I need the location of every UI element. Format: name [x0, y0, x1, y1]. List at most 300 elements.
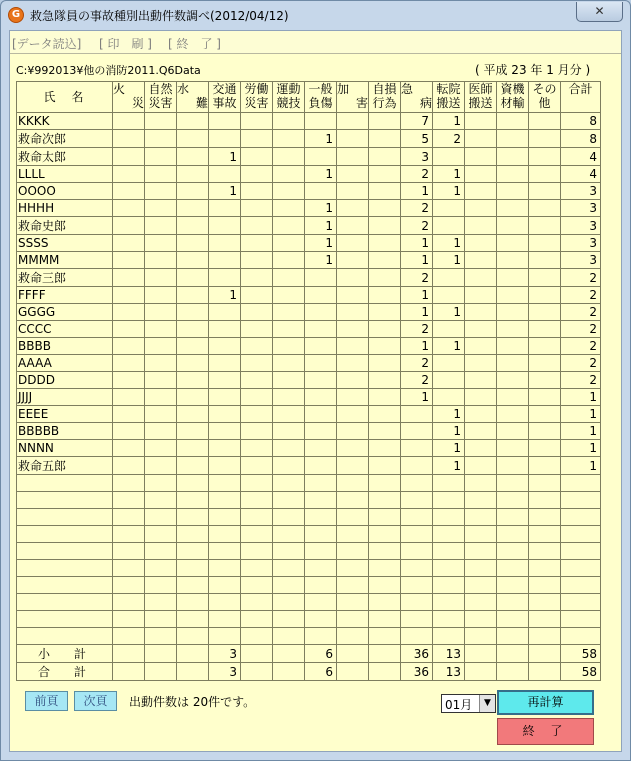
cell-count: [337, 166, 369, 183]
cell-count: [337, 287, 369, 304]
cell-count: [337, 321, 369, 338]
cell-count: [369, 594, 401, 611]
cell-count: [497, 560, 529, 577]
cell-count: [497, 577, 529, 594]
cell-count: 3: [401, 148, 433, 166]
cell-count: 1: [401, 183, 433, 200]
cell-count: 1: [209, 287, 241, 304]
cell-count: [145, 560, 177, 577]
cell-count: [465, 526, 497, 543]
cell-count: [145, 321, 177, 338]
cell-count: [337, 235, 369, 252]
column-header: [145, 82, 177, 113]
cell-count: [273, 389, 305, 406]
cell-count: [497, 217, 529, 235]
month-select[interactable]: [441, 694, 496, 713]
cell-count: [305, 475, 337, 492]
cell-count: [529, 457, 561, 475]
cell-count: [465, 594, 497, 611]
cell-count: [465, 663, 497, 681]
cell-count: 1: [561, 406, 601, 423]
cell-count: [145, 440, 177, 457]
data-path-label: C:¥992013¥他の消防2011.Q6Data: [16, 64, 201, 77]
cell-count: [273, 560, 305, 577]
column-header: [561, 82, 601, 113]
cell-count: [177, 217, 209, 235]
cell-count: [305, 594, 337, 611]
cell-count: 1: [401, 252, 433, 269]
cell-count: 5: [401, 130, 433, 148]
cell-count: [241, 372, 273, 389]
end-button[interactable]: 終 了: [497, 718, 594, 745]
cell-count: [177, 492, 209, 509]
close-icon: ✕: [594, 4, 605, 18]
cell-count: [177, 475, 209, 492]
cell-count: [209, 594, 241, 611]
column-header-label: 自然: [148, 82, 173, 96]
cell-count: 2: [401, 321, 433, 338]
cell-count: [273, 526, 305, 543]
cell-count: 3: [209, 663, 241, 681]
cell-count: [369, 543, 401, 560]
cell-count: 13: [433, 663, 465, 681]
cell-count: [241, 113, 273, 130]
cell-count: [209, 252, 241, 269]
cell-count: [177, 130, 209, 148]
cell-count: [113, 235, 145, 252]
table-row: [17, 113, 601, 130]
cell-name: [17, 560, 113, 577]
cell-count: 1: [433, 304, 465, 321]
cell-count: [369, 338, 401, 355]
menu-print[interactable]: [ 印 刷 ]: [99, 37, 152, 51]
column-header-label: 行為: [372, 96, 397, 110]
cell-count: [177, 509, 209, 526]
table-row: [17, 235, 601, 252]
cell-count: [369, 183, 401, 200]
cell-count: [145, 235, 177, 252]
column-header-label: 競技: [276, 96, 301, 110]
cell-count: [497, 372, 529, 389]
cell-count: [113, 406, 145, 423]
cell-count: [337, 355, 369, 372]
table-row: [17, 492, 601, 509]
cell-count: 1: [433, 235, 465, 252]
column-header: [433, 82, 465, 113]
cell-count: [529, 594, 561, 611]
cell-count: 1: [433, 183, 465, 200]
cell-count: [433, 577, 465, 594]
cell-count: [305, 526, 337, 543]
cell-count: 3: [561, 252, 601, 269]
cell-count: [401, 526, 433, 543]
cell-count: [113, 577, 145, 594]
cell-count: [369, 560, 401, 577]
cell-count: [273, 440, 305, 457]
table-row: [17, 355, 601, 372]
cell-count: [241, 338, 273, 355]
cell-count: [177, 148, 209, 166]
cell-count: [113, 663, 145, 681]
cell-count: [497, 594, 529, 611]
cell-count: [561, 628, 601, 645]
table-row: [17, 577, 601, 594]
cell-count: [337, 475, 369, 492]
cell-count: [305, 577, 337, 594]
cell-count: [401, 423, 433, 440]
cell-count: [177, 183, 209, 200]
cell-name: 救命三郎: [17, 269, 113, 287]
cell-count: [497, 287, 529, 304]
column-header: [497, 82, 529, 113]
cell-name: [17, 543, 113, 560]
cell-count: [433, 526, 465, 543]
cell-count: [209, 628, 241, 645]
cell-count: [177, 113, 209, 130]
cell-count: 1: [433, 423, 465, 440]
cell-count: [337, 577, 369, 594]
cell-count: [401, 475, 433, 492]
cell-count: 3: [209, 645, 241, 663]
cell-count: [529, 130, 561, 148]
cell-count: 13: [433, 645, 465, 663]
cell-count: [337, 509, 369, 526]
cell-count: [113, 509, 145, 526]
column-header-label: 災: [131, 96, 144, 110]
cell-count: [497, 166, 529, 183]
cell-count: [209, 304, 241, 321]
column-header-label: 他: [538, 96, 551, 110]
column-header-label: 労働: [244, 82, 269, 96]
cell-count: [305, 269, 337, 287]
cell-count: [145, 492, 177, 509]
cell-count: [273, 130, 305, 148]
cell-count: [145, 130, 177, 148]
cell-name: EEEE: [17, 406, 113, 423]
cell-count: [497, 663, 529, 681]
cell-count: [497, 113, 529, 130]
column-header-label: 合計: [568, 82, 593, 96]
cell-count: [177, 287, 209, 304]
cell-count: [145, 372, 177, 389]
table-row: [17, 148, 601, 166]
cell-count: [209, 113, 241, 130]
cell-count: [497, 406, 529, 423]
cell-name: [17, 492, 113, 509]
cell-count: [497, 526, 529, 543]
next-page-button[interactable]: 次頁: [74, 691, 117, 711]
column-header: [305, 82, 337, 113]
cell-count: [497, 355, 529, 372]
cell-name: 小 計: [17, 645, 113, 663]
cell-name: OOOO: [17, 183, 113, 200]
cell-count: 2: [401, 166, 433, 183]
cell-count: [177, 645, 209, 663]
table-row: [17, 304, 601, 321]
cell-name: 救命次郎: [17, 130, 113, 148]
cell-count: [273, 166, 305, 183]
cell-count: [401, 628, 433, 645]
cell-count: 2: [401, 269, 433, 287]
cell-count: [241, 611, 273, 628]
cell-name: AAAA: [17, 355, 113, 372]
cell-count: [529, 543, 561, 560]
cell-count: [529, 611, 561, 628]
cell-count: [273, 183, 305, 200]
cell-count: 1: [433, 440, 465, 457]
cell-count: [113, 423, 145, 440]
cell-count: [113, 440, 145, 457]
cell-count: [497, 475, 529, 492]
column-header-label: その: [532, 82, 557, 96]
cell-count: [433, 492, 465, 509]
cell-count: [369, 200, 401, 217]
cell-count: [561, 475, 601, 492]
cell-count: [529, 628, 561, 645]
cell-count: [305, 355, 337, 372]
cell-count: [113, 338, 145, 355]
cell-count: [337, 645, 369, 663]
table-row: [17, 252, 601, 269]
table-row: [17, 321, 601, 338]
cell-count: [497, 183, 529, 200]
cell-count: [209, 269, 241, 287]
cell-name: BBBBB: [17, 423, 113, 440]
cell-count: 36: [401, 663, 433, 681]
cell-count: [177, 389, 209, 406]
cell-count: 1: [433, 252, 465, 269]
cell-count: [561, 543, 601, 560]
cell-count: [497, 628, 529, 645]
menu-exit[interactable]: [ 終 了 ]: [168, 37, 221, 51]
cell-count: [273, 423, 305, 440]
cell-count: [145, 287, 177, 304]
cell-name: [17, 509, 113, 526]
cell-count: [305, 389, 337, 406]
cell-count: [561, 577, 601, 594]
cell-count: [273, 492, 305, 509]
column-header: [113, 82, 145, 113]
cell-count: [529, 389, 561, 406]
table-row: [17, 560, 601, 577]
cell-count: [369, 389, 401, 406]
cell-count: [305, 406, 337, 423]
cell-count: [305, 492, 337, 509]
column-header-label: 難: [195, 96, 208, 110]
table-row: [17, 287, 601, 304]
cell-count: 4: [561, 166, 601, 183]
cell-count: [241, 235, 273, 252]
cell-count: [465, 423, 497, 440]
cell-count: [113, 543, 145, 560]
cell-count: [145, 166, 177, 183]
cell-name: FFFF: [17, 287, 113, 304]
cell-count: [369, 526, 401, 543]
cell-count: [465, 457, 497, 475]
cell-count: [337, 628, 369, 645]
cell-count: 1: [433, 166, 465, 183]
cell-count: [369, 475, 401, 492]
cell-count: [337, 338, 369, 355]
chevron-down-icon[interactable]: ▼: [479, 695, 495, 712]
cell-name: GGGG: [17, 304, 113, 321]
cell-count: [337, 113, 369, 130]
cell-count: [145, 252, 177, 269]
column-header: [273, 82, 305, 113]
table-row: [17, 543, 601, 560]
cell-count: [561, 526, 601, 543]
cell-count: 3: [561, 200, 601, 217]
cell-count: 1: [305, 130, 337, 148]
cell-count: 3: [561, 183, 601, 200]
cell-count: 7: [401, 113, 433, 130]
prev-page-button[interactable]: 前頁: [25, 691, 68, 711]
cell-count: [465, 372, 497, 389]
cell-count: 2: [401, 200, 433, 217]
cell-count: [113, 372, 145, 389]
cell-count: [273, 200, 305, 217]
cell-count: [337, 183, 369, 200]
cell-name: [17, 475, 113, 492]
cell-count: [209, 338, 241, 355]
month-select-value: 01月: [445, 698, 473, 712]
cell-count: [529, 509, 561, 526]
cell-count: [113, 628, 145, 645]
column-header-label: 害: [355, 96, 368, 110]
cell-count: [145, 526, 177, 543]
cell-count: [433, 543, 465, 560]
table-row: [17, 338, 601, 355]
cell-count: [113, 645, 145, 663]
cell-count: [433, 611, 465, 628]
cell-count: [337, 372, 369, 389]
cell-name: NNNN: [17, 440, 113, 457]
cell-count: [369, 269, 401, 287]
cell-count: [209, 509, 241, 526]
cell-count: [465, 389, 497, 406]
cell-name: CCCC: [17, 321, 113, 338]
cell-count: [433, 560, 465, 577]
cell-count: [241, 663, 273, 681]
cell-count: [305, 321, 337, 338]
cell-count: [241, 628, 273, 645]
cell-count: [273, 406, 305, 423]
cell-count: [241, 406, 273, 423]
cell-count: [113, 304, 145, 321]
title-bar: [1, 1, 630, 29]
cell-count: [529, 440, 561, 457]
cell-count: [529, 338, 561, 355]
cell-count: [145, 475, 177, 492]
cell-name: [17, 577, 113, 594]
cell-count: [145, 200, 177, 217]
cell-count: [465, 406, 497, 423]
close-button[interactable]: [576, 2, 623, 22]
cell-count: [465, 130, 497, 148]
cell-count: [465, 200, 497, 217]
cell-count: [209, 611, 241, 628]
menu-load-data[interactable]: [データ読込]: [12, 37, 82, 51]
cell-count: [209, 389, 241, 406]
cell-count: [529, 269, 561, 287]
recalculate-button[interactable]: 再計算: [497, 690, 594, 715]
cell-count: [177, 577, 209, 594]
cell-count: [145, 594, 177, 611]
cell-count: [465, 235, 497, 252]
cell-count: 3: [561, 217, 601, 235]
cell-count: [529, 645, 561, 663]
cell-count: [273, 628, 305, 645]
column-header-label: 自損: [372, 82, 397, 96]
total-row: [17, 663, 601, 681]
cell-count: [113, 200, 145, 217]
column-header-label: 転院: [436, 82, 461, 96]
cell-count: [561, 560, 601, 577]
cell-count: [465, 269, 497, 287]
cell-count: [433, 148, 465, 166]
cell-count: [529, 355, 561, 372]
cell-count: 2: [401, 372, 433, 389]
cell-count: [497, 130, 529, 148]
column-header-label: 事故: [212, 96, 237, 110]
cell-count: [465, 183, 497, 200]
cell-count: [337, 457, 369, 475]
cell-name: BBBB: [17, 338, 113, 355]
column-header: [401, 82, 433, 113]
cell-count: 1: [305, 166, 337, 183]
column-header-label: 病: [419, 96, 432, 110]
cell-count: [209, 440, 241, 457]
cell-count: [145, 389, 177, 406]
table-row: [17, 406, 601, 423]
cell-count: [305, 372, 337, 389]
cell-count: [145, 457, 177, 475]
cell-count: [177, 200, 209, 217]
cell-count: [241, 475, 273, 492]
cell-count: [209, 200, 241, 217]
cell-count: [241, 543, 273, 560]
cell-count: [113, 526, 145, 543]
cell-name: [17, 594, 113, 611]
cell-count: [145, 269, 177, 287]
cell-count: 2: [561, 287, 601, 304]
column-header-label: 運動: [276, 82, 301, 96]
cell-count: [401, 560, 433, 577]
table-row: [17, 200, 601, 217]
cell-count: [305, 611, 337, 628]
cell-name: KKKK: [17, 113, 113, 130]
cell-count: [273, 611, 305, 628]
cell-count: [209, 130, 241, 148]
cell-count: [241, 457, 273, 475]
cell-count: [465, 166, 497, 183]
cell-count: [177, 252, 209, 269]
cell-count: 58: [561, 645, 601, 663]
cell-name: HHHH: [17, 200, 113, 217]
incident-grid: [16, 81, 601, 681]
cell-count: [337, 130, 369, 148]
cell-count: [497, 148, 529, 166]
cell-count: [241, 217, 273, 235]
column-header-label: 火: [113, 82, 126, 96]
cell-count: [305, 628, 337, 645]
cell-count: [401, 509, 433, 526]
cell-count: [273, 113, 305, 130]
cell-count: [145, 611, 177, 628]
cell-count: [113, 183, 145, 200]
cell-count: [529, 321, 561, 338]
cell-count: 8: [561, 130, 601, 148]
